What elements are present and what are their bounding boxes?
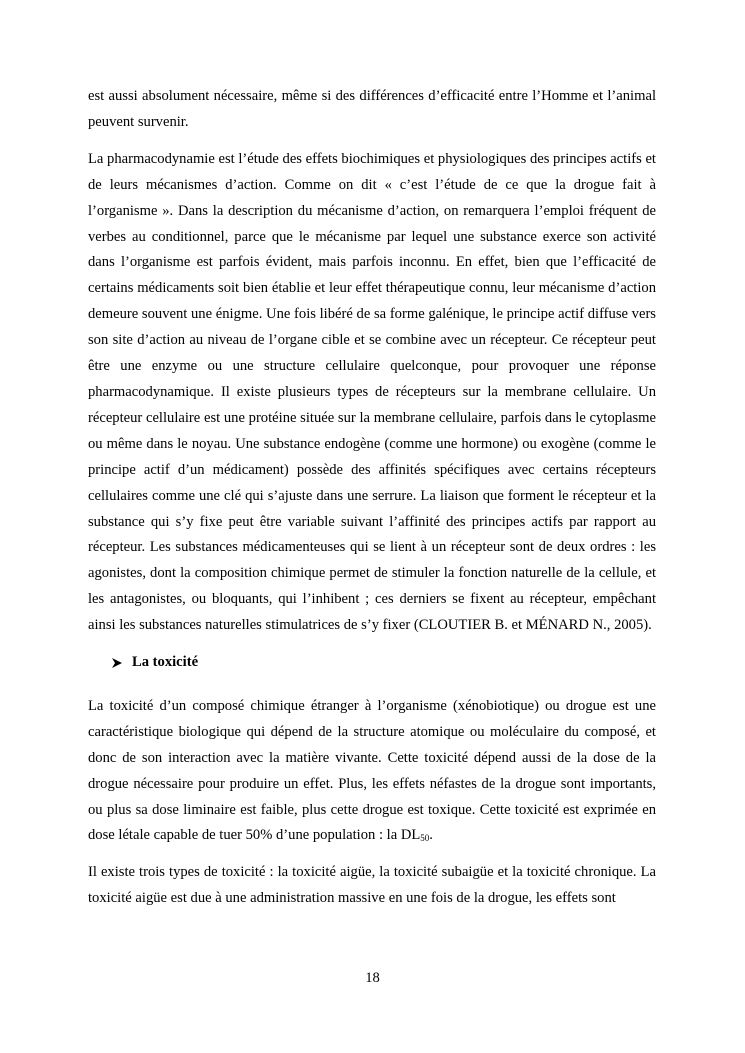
toxicity-text: La toxicité d’un composé chimique étranger à l’organisme (xénobiotique) ou drogue est une caractéristique biologique qui dépend de la structure atomique ou moléculaire du composé, et donc de son interaction avec la matière vivante. Cette toxicité dépend aussi de la dose de la drogue nécessaire pour produire un effet. Plus, les effets néfastes de la drogue sont importants, ou plus sa dose liminaire est faible, plus cette drogue est toxique. Cette toxicité est exprimée en dose létale capable de tuer 50% d’une population : la DL — [88, 697, 656, 844]
arrow-bullet-icon — [110, 656, 124, 670]
dl50-subscript: 50 — [420, 833, 430, 844]
section-heading-text: La toxicité — [132, 654, 199, 671]
paragraph-toxicity — [88, 694, 656, 849]
document-page — [88, 84, 656, 923]
section-heading — [110, 650, 656, 676]
paragraph-toxicity-types: Il existe trois types de toxicité : la toxicité aigüe, la toxicité subaigüe et la toxicité chronique. La toxicité aigüe est due à une administration massive en une fois de la drogue, les effets sont — [88, 864, 656, 907]
paragraph-intro: est aussi absolument nécessaire, même si des différences d’efficacité entre l’Homme et l’animal peuvent survenir. — [88, 88, 656, 130]
paragraph-pharmacodynamics: La pharmacodynamie est l’étude des effets biochimiques et physiologiques des principes actifs et de leurs mécanismes d’action. Comme on dit « c’est l’étude de ce que la drogue fait à l’organisme ». Dans la description du mécanisme d’action, on remarquera l’emploi fréquent de verbes au conditionnel, parce que le mécanisme par lequel une substance exerce son activité dans l’organisme est parfois évident, mais parfois inconnu. En effet, bien que l’efficacité de certains médicaments soit bien établie et leur effet thérapeutique connu, leur mécanisme d’action demeure souvent une énigme. Une fois libéré de sa forme galénique, le principe actif diffuse vers son site d’action au niveau de l’organe cible et se combine avec un récepteur. Ce récepteur peut être une enzyme ou une structure cellulaire quelconque, pour provoquer une réponse pharmacodynamique. Il existe plusieurs types de récepteurs sur la membrane cellulaire. Un récepteur cellulaire est une protéine située sur la membrane cellulaire, parfois dans le cytoplasme ou même dans le noyau. Une substance endogène (comme une hormone) ou exogène (comme le principe actif d’un médicament) possède des affinités spécifiques avec certains récepteurs cellulaires comme une clé qui s’ajuste dans une serrure. La liaison que forment le récepteur et la substance qui s’y fixe peut être variable suivant l’affinité des principes actifs par rapport au récepteur. Les substances médicamenteuses qui se lient à un récepteur sont de deux ordres : les agonistes, dont la composition chimique permet de stimuler la fonction naturelle de la cellule, et les antagonistes, ou bloquants, qui l’inhibent ; ces derniers se fixent au récepteur, empêchant ainsi les substances naturelles stimulatrices de s’y fixer (CLOUTIER B. et MÉNARD N., 2005). — [88, 150, 656, 634]
toxicity-end: . — [429, 827, 433, 844]
page-number: 18 — [365, 970, 380, 986]
